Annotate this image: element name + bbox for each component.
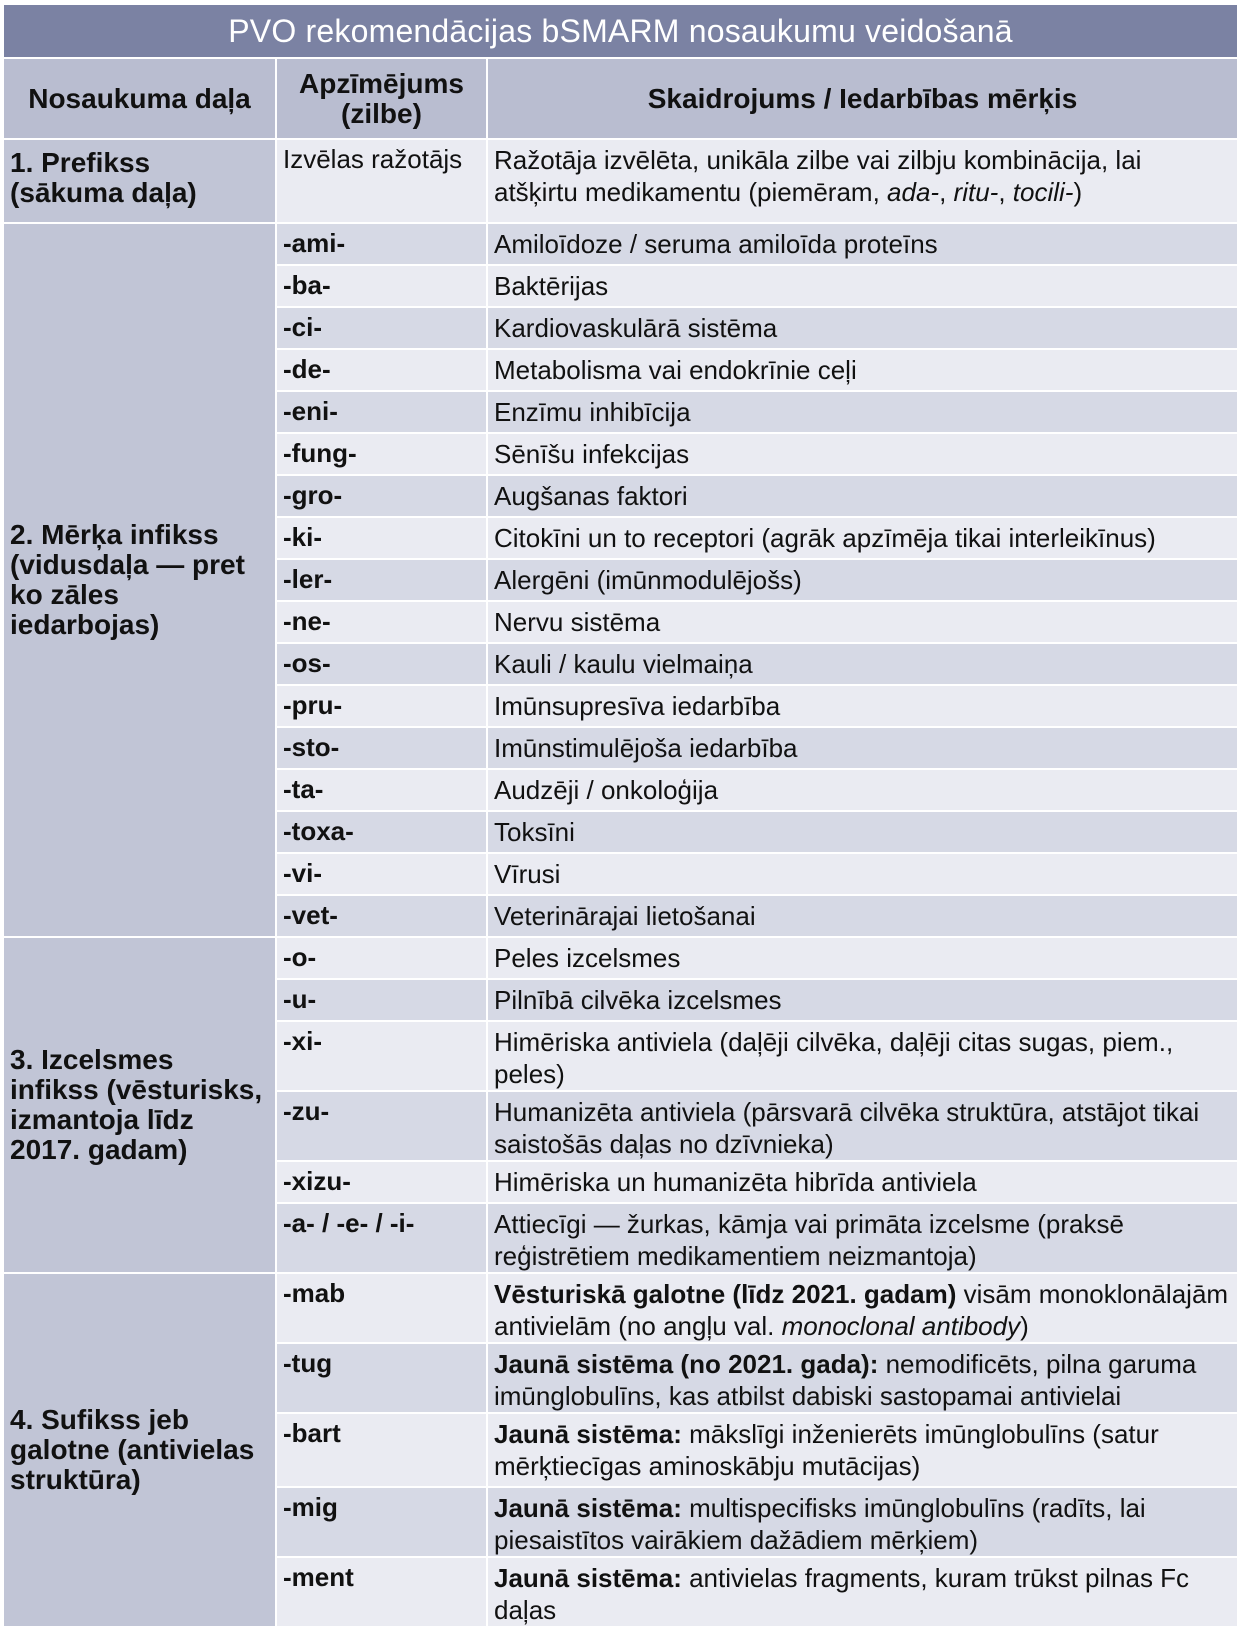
syllable-code: -gro-	[276, 475, 487, 517]
syllable-code: -ler-	[276, 559, 487, 601]
syllable-desc	[487, 1487, 1238, 1557]
syllable-code: -bart	[276, 1413, 487, 1487]
desc-text: visām monoklonālajām antivielām (no angļu val.	[494, 1279, 1229, 1341]
category-target: 2. Mērķa infikss (vidusdaļa — pret ko zāles iedarbojas)	[3, 223, 276, 937]
syllable-desc: Humanizēta antiviela (pārsvarā cilvēka struktūra, atstājot tikai saistošās daļas no dzīvnieka)	[487, 1091, 1238, 1161]
syllable-desc: Imūnstimulējoša iedarbība	[487, 727, 1238, 769]
syllable-desc: Alergēni (imūnmodulējošs)	[487, 559, 1238, 601]
syllable-desc: Nervu sistēma	[487, 601, 1238, 643]
syllable-desc: Metabolisma vai endokrīnie ceļi	[487, 349, 1238, 391]
syllable-desc	[487, 1273, 1238, 1343]
desc-lead: Vēsturiskā galotne (līdz 2021. gadam)	[494, 1279, 957, 1309]
syllable-desc: Audzēji / onkoloģija	[487, 769, 1238, 811]
syllable-code: -ci-	[276, 307, 487, 349]
syllable-code: -ki-	[276, 517, 487, 559]
header-part: Nosaukuma daļa	[3, 58, 276, 139]
syllable-desc: Sēnīšu infekcijas	[487, 433, 1238, 475]
syllable-code: -ta-	[276, 769, 487, 811]
syllable-desc: Amiloīdoze / seruma amiloīda proteīns	[487, 223, 1238, 265]
syllable-code: -a- / -e- / -i-	[276, 1203, 487, 1273]
syllable-code: -os-	[276, 643, 487, 685]
prefix-desc	[487, 139, 1238, 223]
syllable-code: -ba-	[276, 265, 487, 307]
syllable-code: -fung-	[276, 433, 487, 475]
syllable-desc: Himēriska antiviela (daļēji cilvēka, daļēji citas sugas, piem., peles)	[487, 1021, 1238, 1091]
syllable-desc: Toksīni	[487, 811, 1238, 853]
syllable-desc: Attiecīgi — žurkas, kāmja vai primāta izcelsme (praksē reģistrētiem medikamentiem neizmantoja)	[487, 1203, 1238, 1273]
syllable-desc	[487, 1557, 1238, 1627]
syllable-code: -pru-	[276, 685, 487, 727]
syllable-code: -ami-	[276, 223, 487, 265]
prefix-example: ritu-	[953, 177, 999, 207]
syllable-desc: Enzīmu inhibīcija	[487, 391, 1238, 433]
category-suffix: 4. Sufikss jeb galotne (antivielas struktūra)	[3, 1273, 276, 1627]
desc-lead: Jaunā sistēma:	[494, 1419, 682, 1449]
syllable-desc: Kauli / kaulu vielmaiņa	[487, 643, 1238, 685]
syllable-desc: Himēriska un humanizēta hibrīda antiviela	[487, 1161, 1238, 1203]
desc-italic: monoclonal antibody	[781, 1311, 1021, 1341]
nomenclature-table	[2, 3, 1239, 1628]
desc-text: mākslīgi inženierēts imūnglobulīns (satur mērķtiecīgas aminoskābju mutācijas)	[494, 1419, 1159, 1481]
syllable-code: -xi-	[276, 1021, 487, 1091]
syllable-desc: Vīrusi	[487, 853, 1238, 895]
desc-text: antivielas fragments, kuram trūkst pilnas Fc daļas	[494, 1563, 1190, 1625]
prefix-example: ada-	[887, 177, 940, 207]
syllable-desc: Veterinārajai lietošanai	[487, 895, 1238, 937]
desc-text: nemodificēts, pilna garuma imūnglobulīns, kas atbilst dabiski sastopamai antivielai	[494, 1349, 1197, 1411]
desc-lead: Jaunā sistēma (no 2021. gada):	[494, 1349, 879, 1379]
desc-lead: Jaunā sistēma:	[494, 1493, 682, 1523]
syllable-code: -u-	[276, 979, 487, 1021]
syllable-desc	[487, 1343, 1238, 1413]
table-title: PVO rekomendācijas bSMARM nosaukumu veidošanā	[3, 4, 1238, 58]
syllable-code: -ne-	[276, 601, 487, 643]
desc-lead: Jaunā sistēma:	[494, 1563, 682, 1593]
syllable-desc: Imūnsupresīva iedarbība	[487, 685, 1238, 727]
syllable-code: -zu-	[276, 1091, 487, 1161]
syllable-code: -vet-	[276, 895, 487, 937]
prefix-code: Izvēlas ražotājs	[276, 139, 487, 223]
header-explanation: Skaidrojums / Iedarbības mērķis	[487, 58, 1238, 139]
prefix-desc-sep: ,	[939, 177, 954, 207]
syllable-desc: Peles izcelsmes	[487, 937, 1238, 979]
syllable-code: -tug	[276, 1343, 487, 1413]
header-syllable: Apzīmējums (zilbe)	[276, 58, 487, 139]
category-prefix: 1. Prefikss (sākuma daļa)	[3, 139, 276, 223]
prefix-desc-text: Ražotāja izvēlēta, unikāla zilbe vai zilbju kombinācija, lai atšķirtu medikamentu (piemēram,	[494, 145, 1142, 207]
prefix-desc-sep: ,	[998, 177, 1013, 207]
syllable-code: -eni-	[276, 391, 487, 433]
syllable-code: -sto-	[276, 727, 487, 769]
syllable-desc: Citokīni un to receptori (agrāk apzīmēja tikai interleikīnus)	[487, 517, 1238, 559]
syllable-desc	[487, 1413, 1238, 1487]
desc-end: )	[1020, 1311, 1029, 1341]
syllable-desc: Kardiovaskulārā sistēma	[487, 307, 1238, 349]
syllable-code: -de-	[276, 349, 487, 391]
syllable-code: -xizu-	[276, 1161, 487, 1203]
syllable-code: -ment	[276, 1557, 487, 1627]
prefix-example: tocili-	[1012, 177, 1074, 207]
nomenclature-table-container	[2, 3, 1237, 1628]
prefix-desc-end: )	[1073, 177, 1083, 207]
syllable-code: -mab	[276, 1273, 487, 1343]
syllable-code: -vi-	[276, 853, 487, 895]
desc-text: multispecifisks imūnglobulīns (radīts, lai piesaistītos vairākiem dažādiem mērķiem)	[494, 1493, 1146, 1555]
syllable-code: -o-	[276, 937, 487, 979]
syllable-desc: Pilnībā cilvēka izcelsmes	[487, 979, 1238, 1021]
syllable-code: -mig	[276, 1487, 487, 1557]
syllable-code: -toxa-	[276, 811, 487, 853]
category-source: 3. Izcelsmes infikss (vēsturisks, izmantoja līdz 2017. gadam)	[3, 937, 276, 1273]
syllable-desc: Baktērijas	[487, 265, 1238, 307]
syllable-desc: Augšanas faktori	[487, 475, 1238, 517]
